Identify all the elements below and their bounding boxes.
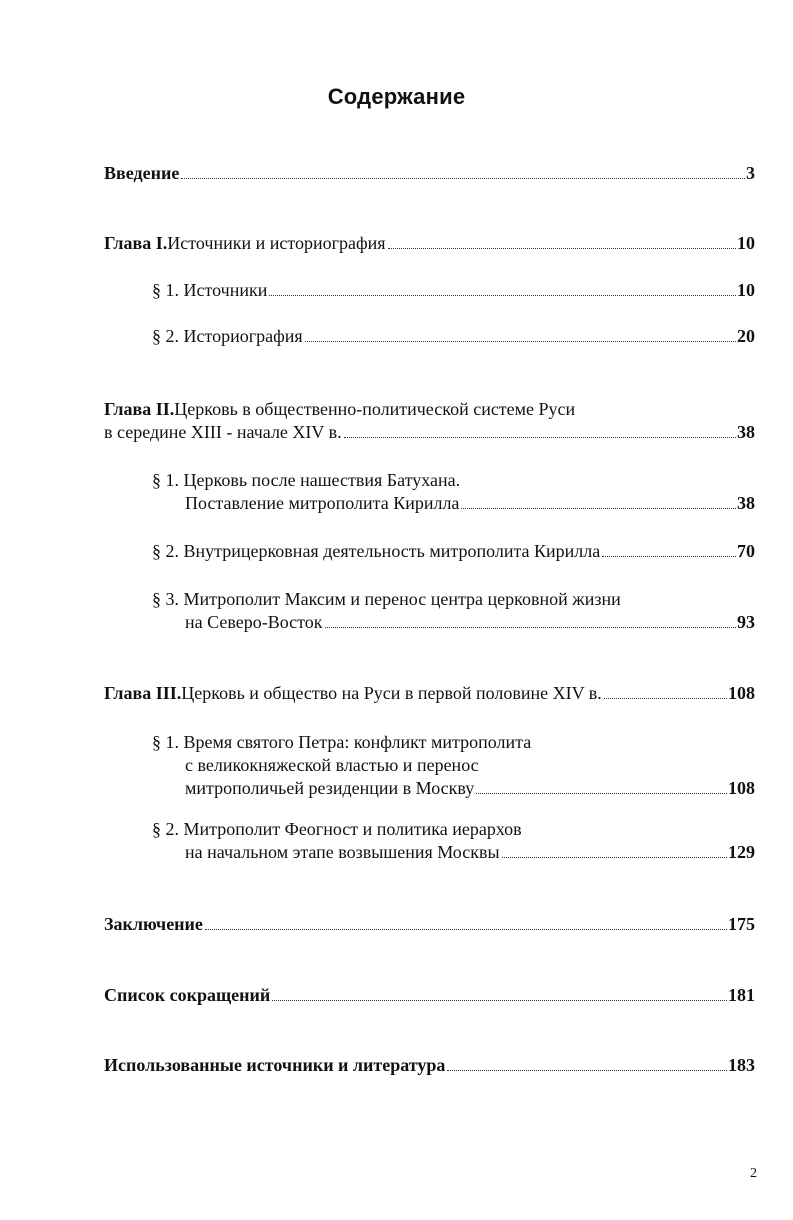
toc-entry-ch2-s2[interactable] [152,540,755,563]
toc-label-cont: с великокняжеской властью и перенос [185,755,479,775]
toc-leader [272,1000,727,1001]
toc-entry-conclusion[interactable] [104,913,755,936]
toc-label: Список сокращений [104,985,271,1005]
toc-page: 93 [737,612,755,632]
toc-leader [325,627,736,628]
toc-label-cont: митрополичьей резиденции в Москву [185,778,475,798]
toc-leader [502,857,727,858]
toc-page: 10 [737,233,755,253]
toc-label: Церковь в общественно-политической системе Руси [174,399,576,419]
toc-leader [604,698,727,699]
page-number: 2 [750,1166,757,1181]
toc-entry-abbreviations[interactable] [104,984,755,1007]
toc-entry-sources[interactable] [104,1054,755,1077]
toc-leader [602,556,736,557]
toc-entry-chapter-3[interactable] [104,682,755,705]
toc-page: 70 [737,541,755,561]
page-title: Содержание [327,84,466,109]
toc-label-cont: Поставление митрополита Кирилла [185,493,460,513]
toc-entry-ch1-s1[interactable] [152,279,755,302]
toc-entry-chapter-2[interactable] [104,398,755,444]
toc-page: 108 [728,683,755,703]
toc-chapter-number: Глава III. [104,683,182,703]
toc-label: Церковь и общество на Руси в первой половине XIV в. [181,683,602,703]
toc-entry-ch3-s1[interactable] [152,731,755,800]
toc-page: 183 [728,1055,755,1075]
toc-page: 175 [728,914,755,934]
toc-entry-ch1-s2[interactable] [152,325,755,348]
toc-page: 38 [737,493,755,513]
toc-leader [205,929,727,930]
toc-page: 3 [746,163,755,183]
toc-label: § 3. Митрополит Максим и перенос центра церковной жизни [152,589,621,609]
toc-entry-ch2-s3[interactable] [152,588,755,634]
toc-entry-intro[interactable] [104,162,755,185]
toc-leader [476,793,727,794]
toc-leader [388,248,736,249]
toc-page: 38 [737,422,755,442]
toc-label-cont: в середине XIII - начале XIV в. [104,422,342,442]
toc-leader [305,341,736,342]
toc-chapter-number: Глава I. [104,233,168,253]
toc-label: Использованные источники и литература [104,1055,446,1075]
toc-page: 129 [728,842,755,862]
toc-label: Источники и историография [167,233,386,253]
toc-chapter-number: Глава II. [104,399,175,419]
toc-page: 20 [737,326,755,346]
toc-leader [269,295,736,296]
toc-leader [447,1070,727,1071]
toc-entry-ch3-s2[interactable] [152,818,755,864]
toc-entry-chapter-1[interactable] [104,232,755,255]
toc-leader [461,508,736,509]
toc-label: Введение [104,163,180,183]
toc-page: 181 [728,985,755,1005]
toc-leader [344,437,736,438]
toc-label: § 2. Историография [152,326,303,346]
toc-label: § 2. Митрополит Феогност и политика иерархов [152,819,522,839]
toc-label: Заключение [104,914,203,934]
toc-label: § 1. Время святого Петра: конфликт митрополита [152,732,532,752]
toc-label-cont: на начальном этапе возвышения Москвы [185,842,500,862]
toc-label: § 2. Внутрицерковная деятельность митрополита Кирилла [152,541,601,561]
toc-page: 10 [737,280,755,300]
toc-label: § 1. Источники [152,280,268,300]
toc-label-cont: на Северо-Восток [185,612,323,632]
toc-entry-ch2-s1[interactable] [152,469,755,515]
toc-leader [181,178,745,179]
toc-label: § 1. Церковь после нашествия Батухана. [152,470,461,490]
toc-page: 108 [728,778,755,798]
